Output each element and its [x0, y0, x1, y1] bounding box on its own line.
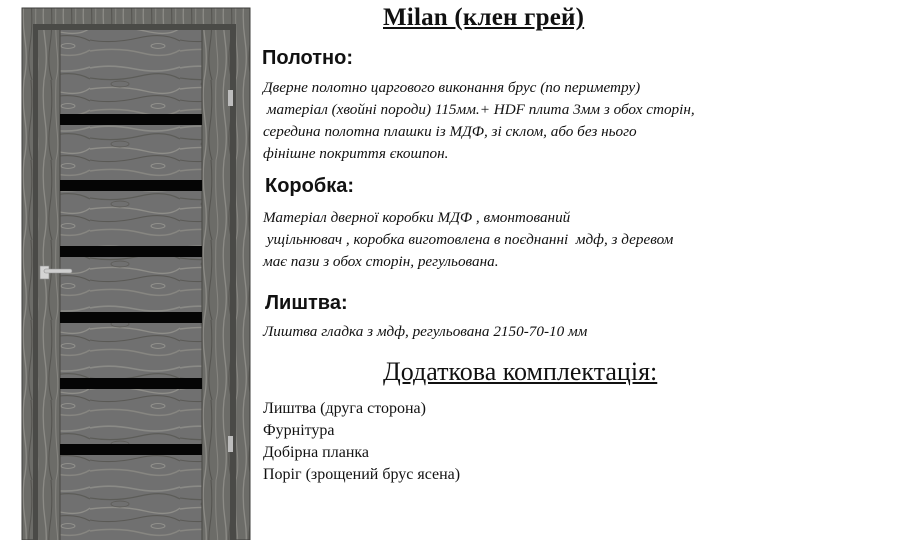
- text-line: Дверне полотно царгового виконання брус (по периметру): [263, 79, 641, 96]
- door-panel: [60, 30, 202, 540]
- text-line: має пази з обох сторін, регульована.: [263, 253, 499, 270]
- door-svg: [0, 0, 252, 540]
- text-line: Лиштва гладка з мдф, регульована 2150-70-10 мм: [263, 323, 588, 340]
- text-line: середина полотна плашки із МДФ, зі склом, або без нього: [263, 123, 637, 140]
- glass-strip: [60, 180, 202, 191]
- list-item: Лиштва (друга сторона): [263, 400, 426, 417]
- list-item: Добірна планка: [263, 444, 370, 461]
- section-text-polotno: [263, 77, 695, 165]
- product-title: Milan (клен грей): [383, 4, 585, 31]
- text-line: Матеріал дверної коробки МДФ , вмонтований: [263, 209, 571, 226]
- section-heading-polotno: Полотно:: [262, 47, 354, 69]
- list-item: Фурнітура: [263, 422, 335, 439]
- list-item: Поріг (зрощений брус ясена): [263, 466, 461, 483]
- section-heading-korobka: Коробка:: [265, 175, 355, 197]
- section-text-korobka: [263, 207, 673, 273]
- door-illustration: [0, 0, 252, 540]
- text-line: ущільнювач , коробка виготовлена в поєднанні мдф, з деревом: [263, 231, 674, 248]
- text-line: матеріал (хвойні породи) 115мм.+ HDF плита 3мм з обох сторін,: [263, 101, 695, 118]
- glass-strip: [60, 444, 202, 455]
- extras-title: Додаткова комплектація:: [383, 357, 658, 386]
- glass-strip: [60, 246, 202, 257]
- glass-strip: [60, 312, 202, 323]
- glass-strip: [60, 114, 202, 125]
- section-text-lyshtva: [263, 321, 587, 343]
- extras-list: [263, 398, 460, 486]
- text-line: фінішне покриття єкошпон.: [263, 145, 449, 162]
- glass-strip: [60, 378, 202, 389]
- section-heading-lyshtva: Лиштва:: [265, 292, 348, 314]
